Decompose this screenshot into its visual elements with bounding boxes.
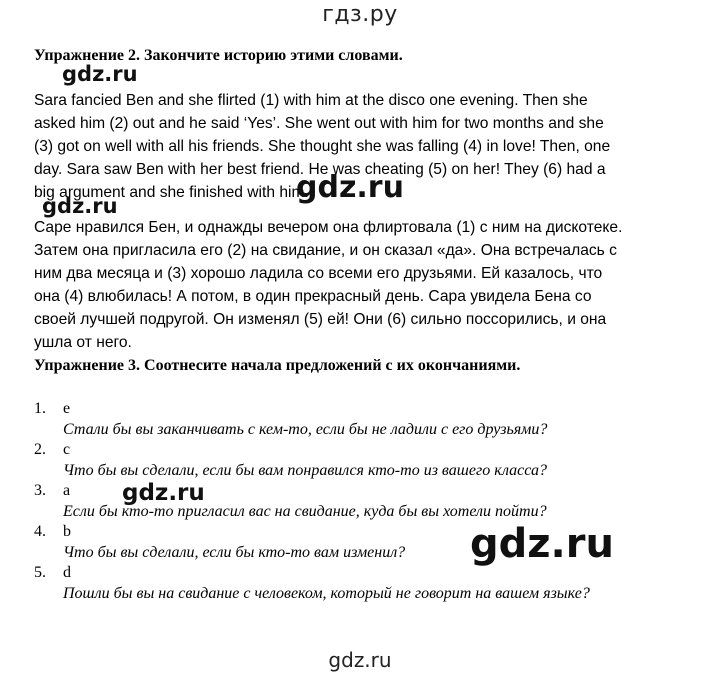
text-line: day. Sara saw Ben with her best friend. He was cheating (5) on her! They (6) had a — [34, 161, 606, 178]
site-logo-footer: gdz.ru — [328, 648, 392, 672]
text-line: (3) got on well with all his friends. She thought she was falling (4) in love! Then, one — [34, 138, 611, 155]
answer-letter: b — [63, 523, 71, 540]
answer-number: 4. — [34, 523, 46, 540]
exercise-2-russian-text — [34, 216, 654, 354]
text-line: big argument and she finished with him. — [34, 184, 309, 201]
answer-item — [34, 441, 634, 482]
answer-number: 5. — [34, 564, 46, 581]
text-line: она (4) влюбилась! А потом, в один прекрасный день. Сара увидела Бена со — [34, 288, 592, 305]
exercise-3-heading: Упражнение 3. Соотнесите начала предложений с их окончаниями. — [34, 357, 521, 374]
answer-item — [34, 400, 634, 441]
watermark: gdz.ru — [296, 170, 404, 205]
watermark: gdz.ru — [42, 194, 118, 218]
answer-sentence: Если бы кто-то пригласил вас на свидание, куда бы вы хотели пойти? — [63, 503, 547, 520]
text-line: ушла от него. — [34, 334, 132, 351]
answer-letter: e — [63, 400, 71, 417]
text-line: ним два месяца и (3) хорошо ладила со всеми его друзьями. Ей казалось, что — [34, 265, 603, 282]
answer-number: 2. — [34, 441, 46, 458]
site-logo-header: гдз.ру — [322, 2, 398, 27]
answer-letter: a — [63, 482, 71, 499]
answer-sentence: Стали бы вы заканчивать с кем-то, если бы не ладили с его друзьями? — [63, 421, 548, 438]
text-line: Sara fancied Ben and she flirted (1) with him at the disco one evening. Then she — [34, 92, 588, 109]
text-line: Саре нравился Бен, и однажды вечером она флиртовала (1) с ним на дискотеке. — [34, 219, 623, 236]
text-line: своей лучшей подругой. Он изменял (5) ей! Они (6) сильно поссорились, и она — [34, 311, 607, 328]
text-line: asked him (2) out and he said ‘Yes’. She went out with him for two months and she — [34, 115, 604, 132]
answer-letter: c — [63, 441, 71, 458]
answer-item — [34, 564, 634, 605]
answer-sentence: Пошли бы вы на свидание с человеком, который не говорит на вашем языке? — [63, 585, 590, 602]
answer-sentence: Что бы вы сделали, если бы вам понравился кто-то из вашего класса? — [63, 462, 547, 479]
watermark: gdz.ru — [62, 62, 138, 86]
answer-letter: d — [63, 564, 71, 581]
answer-number: 1. — [34, 400, 46, 417]
answer-number: 3. — [34, 482, 46, 499]
answer-sentence: Что бы вы сделали, если бы кто-то вам изменил? — [63, 544, 406, 561]
exercise-2-heading: Упражнение 2. Закончите историю этими словами. — [34, 47, 403, 64]
watermark: gdz.ru — [122, 480, 205, 506]
text-line: Затем она пригласила его (2) на свидание, и он сказал «да». Она встречалась с — [34, 242, 617, 259]
watermark: gdz.ru — [470, 521, 614, 567]
